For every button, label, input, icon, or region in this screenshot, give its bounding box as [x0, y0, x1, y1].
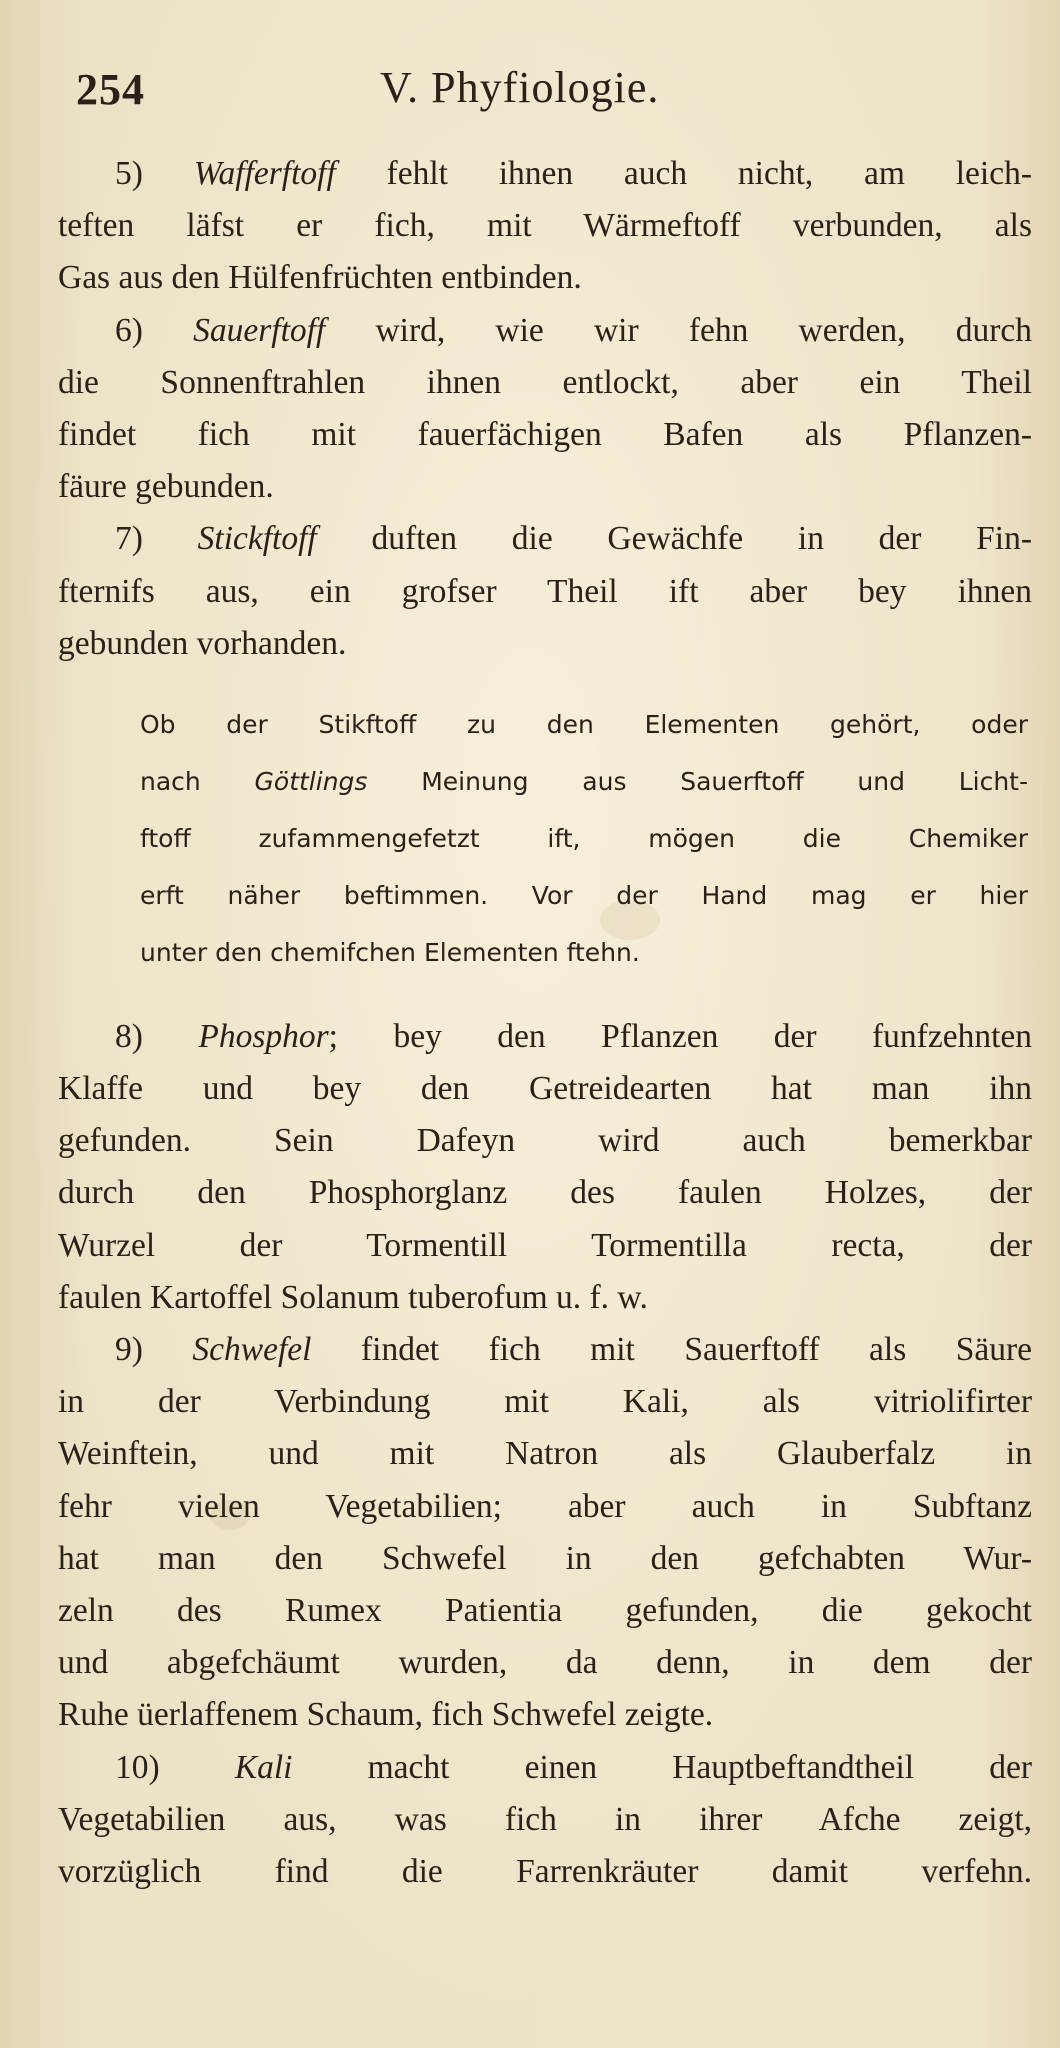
note-block: [58, 696, 1032, 981]
item-text: macht einen Hauptbeftandtheil der: [292, 1748, 1032, 1786]
text-line: in der Verbindung mit Kali, als vitriolifirter: [58, 1383, 1032, 1421]
body-text: [58, 148, 1032, 1898]
text-line: gefunden. Sein Dafeyn wird auch bemerkbar: [58, 1122, 1032, 1160]
text-line: fäure gebunden.: [58, 468, 274, 506]
item-term: Sauerftoff: [193, 311, 326, 349]
text-line: hat man den Schwefel in den gefchabten Wur-: [58, 1539, 1032, 1577]
item-term: Stickftoff: [197, 520, 317, 558]
text-line: vorzüglich find die Farrenkräuter damit verfehn.: [58, 1852, 1032, 1890]
text-line: durch den Phosphorglanz des faulen Holzes, der: [58, 1174, 1032, 1212]
item-5-line-1: [58, 148, 1032, 200]
item-number: 7): [115, 520, 143, 558]
item-text: ; bey den Pflanzen der funfzehnten: [328, 1017, 1032, 1055]
item-6-line-1: [58, 305, 1032, 357]
item-term: Kali: [234, 1748, 293, 1786]
text-line: zeln des Rumex Patientia gefunden, die gekocht: [58, 1591, 1032, 1629]
item-text: findet fich mit Sauerftoff als Säure: [311, 1331, 1033, 1368]
item-text: duften die Gewächfe in der Fin-: [316, 520, 1033, 558]
text-line: und abgefchäumt wurden, da denn, in dem der: [58, 1644, 1032, 1682]
page-header: [0, 62, 1060, 122]
item-text: fehlt ihnen auch nicht, am leich-: [335, 155, 1032, 192]
text-line: teften läfst er fich, mit Wärmeftoff verbunden, als: [58, 207, 1032, 245]
text-line: Gas aus den Hülfenfrüchten entbinden.: [58, 259, 582, 297]
note-line: nach Göttlings Meinung aus Sauerftoff und Licht-: [140, 766, 1028, 796]
item-10-line-1: [58, 1742, 1032, 1794]
item-number: 6): [115, 311, 143, 349]
item-text: wird, wie wir fehn werden, durch: [325, 311, 1032, 349]
text-line: Wurzel der Tormentill Tormentilla recta, der: [58, 1226, 1032, 1264]
text-line: Ruhe üerlaffenem Schaum, fich Schwefel zeigte.: [58, 1696, 714, 1734]
item-term: Phosphor: [198, 1017, 329, 1055]
item-term: Wafferftoff: [193, 155, 336, 192]
item-9-line-1: [58, 1324, 1032, 1376]
text-line: findet fich mit fauerfächigen Bafen als Pflanzen-: [58, 415, 1032, 453]
item-8-line-1: [58, 1011, 1032, 1063]
page-number: 254: [76, 65, 145, 114]
item-number: 5): [115, 155, 143, 192]
note-line: erft näher beftimmen. Vor der Hand mag er hier: [140, 880, 1028, 910]
note-line: Ob der Stikftoff zu den Elementen gehört, oder: [140, 709, 1028, 739]
text-line: Vegetabilien aus, was fich in ihrer Afche zeigt,: [58, 1800, 1032, 1838]
item-number: 10): [115, 1748, 160, 1786]
running-head: V. Phyfiologie.: [380, 63, 660, 112]
text-line: fternifs aus, ein grofser Theil ift aber bey ihnen: [58, 572, 1032, 610]
text-line: die Sonnenftrahlen ihnen entlockt, aber ein Theil: [58, 363, 1032, 401]
note-name: Göttlings: [254, 766, 368, 796]
item-number: 9): [115, 1331, 143, 1368]
text-line: faulen Kartoffel Solanum tuberofum u. f. w.: [58, 1278, 648, 1316]
text-line: Klaffe und bey den Getreidearten hat man ihn: [58, 1070, 1032, 1108]
note-line: unter den chemifchen Elementen ftehn.: [140, 937, 640, 967]
text-line: Weinftein, und mit Natron als Glauberfalz in: [58, 1435, 1032, 1473]
text-line: fehr vielen Vegetabilien; aber auch in Subftanz: [58, 1487, 1032, 1525]
note-line: ftoff zufammengefetzt ift, mögen die Chemiker: [140, 823, 1028, 853]
text-line: gebunden vorhanden.: [58, 624, 347, 662]
item-term: Schwefel: [192, 1331, 312, 1368]
item-7-line-1: [58, 513, 1032, 565]
item-number: 8): [115, 1017, 143, 1055]
